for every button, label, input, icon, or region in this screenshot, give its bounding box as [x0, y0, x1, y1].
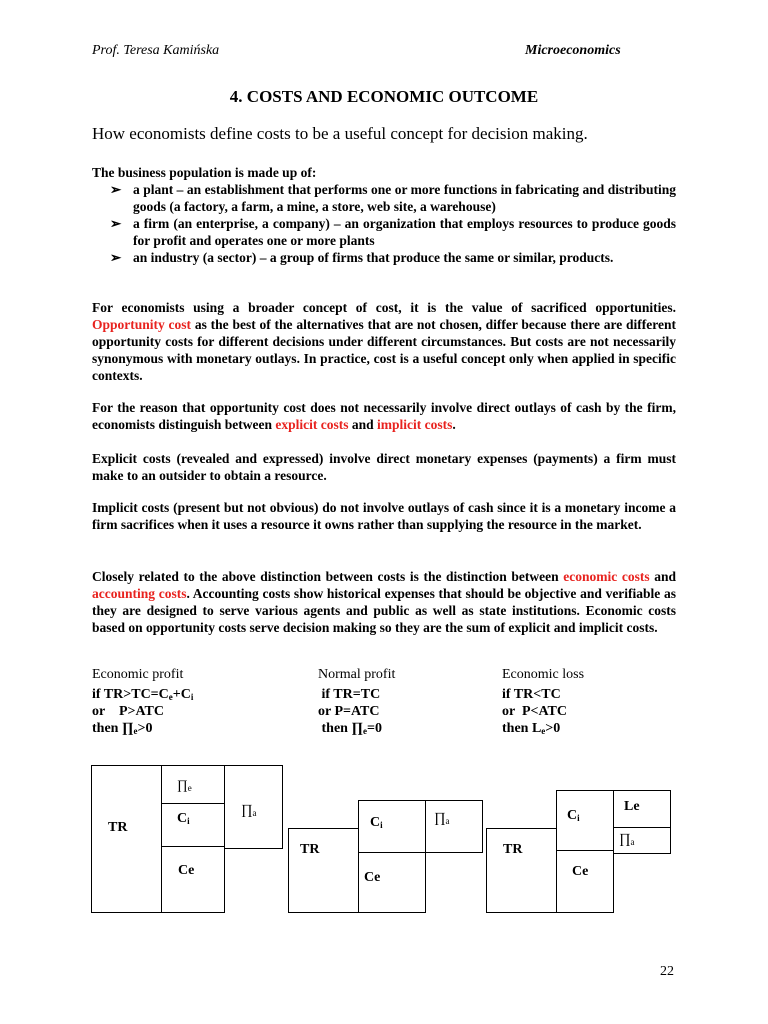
tr-label: TR	[300, 842, 320, 857]
tr-block	[91, 765, 162, 913]
population-intro: The business population is made up of:	[92, 165, 317, 180]
subtitle: How economists define costs to be a useful concept for decision making.	[92, 124, 588, 143]
tr-block	[288, 828, 359, 913]
pa-label: $\prod_a$	[241, 803, 257, 818]
le-block	[613, 790, 671, 828]
term-accounting-costs: accounting costs	[92, 586, 187, 601]
header-course: Microeconomics	[525, 43, 621, 58]
tr-block	[486, 828, 557, 913]
arrow-bullet-icon: ➢	[110, 216, 122, 231]
page-title: 4. COSTS AND ECONOMIC OUTCOME	[229, 87, 539, 106]
header-author: Prof. Teresa Kamińska	[92, 43, 220, 58]
paragraph-explicit-implicit: For the reason that opportunity cost does not necessarily involve direct outlays of cash by the firm, economists distinguish between explicit costs and implicit costs.	[92, 400, 676, 432]
population-list	[92, 181, 676, 266]
economic-profit-heading: Economic profit	[92, 667, 184, 682]
term-explicit-costs: explicit costs	[275, 417, 349, 432]
ce-block	[556, 850, 614, 913]
pa-label: $\prod_a$	[434, 811, 450, 826]
paragraph-explicit-costs: Explicit costs (revealed and expressed) involve direct monetary expenses (payments) a firm must make to an outsider to obtain a resource.	[92, 451, 676, 483]
term-economic-costs: economic costs	[563, 569, 650, 584]
ci-block	[161, 803, 225, 847]
ce-label: Ce	[178, 863, 195, 878]
pe-label: $\prod_e$	[177, 777, 192, 793]
ce-label: Ce	[572, 864, 589, 879]
ci-label: $C_i$	[370, 815, 383, 830]
ci-label: $C_i$	[177, 811, 190, 826]
list-item: ➢ a plant – an establishment that performs one or more functions in fabricating and distributing goods (a factory, a farm, a mine, a store, web site, a warehouse)	[110, 182, 676, 214]
normal-profit-column: Normal profit if TR=TC or P=ATC then $\prod_e=0$	[318, 667, 396, 736]
economic-profit-column: Economic profit if $TR>TC=C_e+C_i$ or P>ATC then $\prod_e>0$	[92, 667, 194, 736]
ce-label: Ce	[364, 870, 381, 885]
paragraph-economic-accounting: Closely related to the above distinction between costs is the distinction between economic costs and accounting costs. Accounting costs show historical expenses that should be objective and verifiable as they are designed to serve various agents and public as well as state institutions. Economic costs based on opportunity costs serve decision making so they are the sum of explicit and implicit costs.	[92, 569, 677, 635]
term-implicit-costs: implicit costs	[377, 417, 453, 432]
ci-block	[358, 800, 426, 853]
ci-label: $C_i$	[567, 808, 580, 823]
arrow-bullet-icon: ➢	[110, 250, 122, 265]
population-section	[92, 164, 676, 266]
ci-block	[556, 790, 614, 851]
list-item: ➢ an industry (a sector) – a group of firms that produce the same or similar, products.	[110, 250, 614, 265]
ce-block	[161, 846, 225, 913]
paragraph-opportunity-cost: For economists using a broader concept of cost, it is the value of sacrificed opportunities. Opportunity cost as the best of the alternatives that are not chosen, differ because there are different opportunity costs for different decisions under different circumstances. But costs are not necessarily synonymous with monetary outlays. In practice, cost is a useful concept only when applied in specific contexts.	[92, 300, 676, 383]
le-label: Le	[624, 799, 640, 814]
term-opportunity-cost: Opportunity cost	[92, 317, 192, 332]
list-item: ➢ a firm (an enterprise, a company) – an organization that employs resources to produce goods for profit and operates one or more plants	[110, 216, 676, 248]
arrow-bullet-icon: ➢	[110, 182, 122, 197]
pe-block	[161, 765, 225, 804]
pa-label: $\prod_a$	[619, 832, 635, 847]
economic-loss-heading: Economic loss	[502, 667, 585, 682]
paragraph-implicit-costs: Implicit costs (present but not obvious) do not involve outlays of cash since it is a monetary income a firm sacrifices when it uses a resource it owns rather than supplying the resource in the market.	[92, 500, 676, 532]
tr-label: TR	[503, 842, 523, 857]
page-number: 22	[660, 964, 674, 979]
economic-loss-column: Economic loss if TR<TC or P<ATC then $L_e>0$	[502, 667, 585, 736]
tr-label: TR	[108, 820, 128, 835]
normal-profit-heading: Normal profit	[318, 667, 396, 682]
